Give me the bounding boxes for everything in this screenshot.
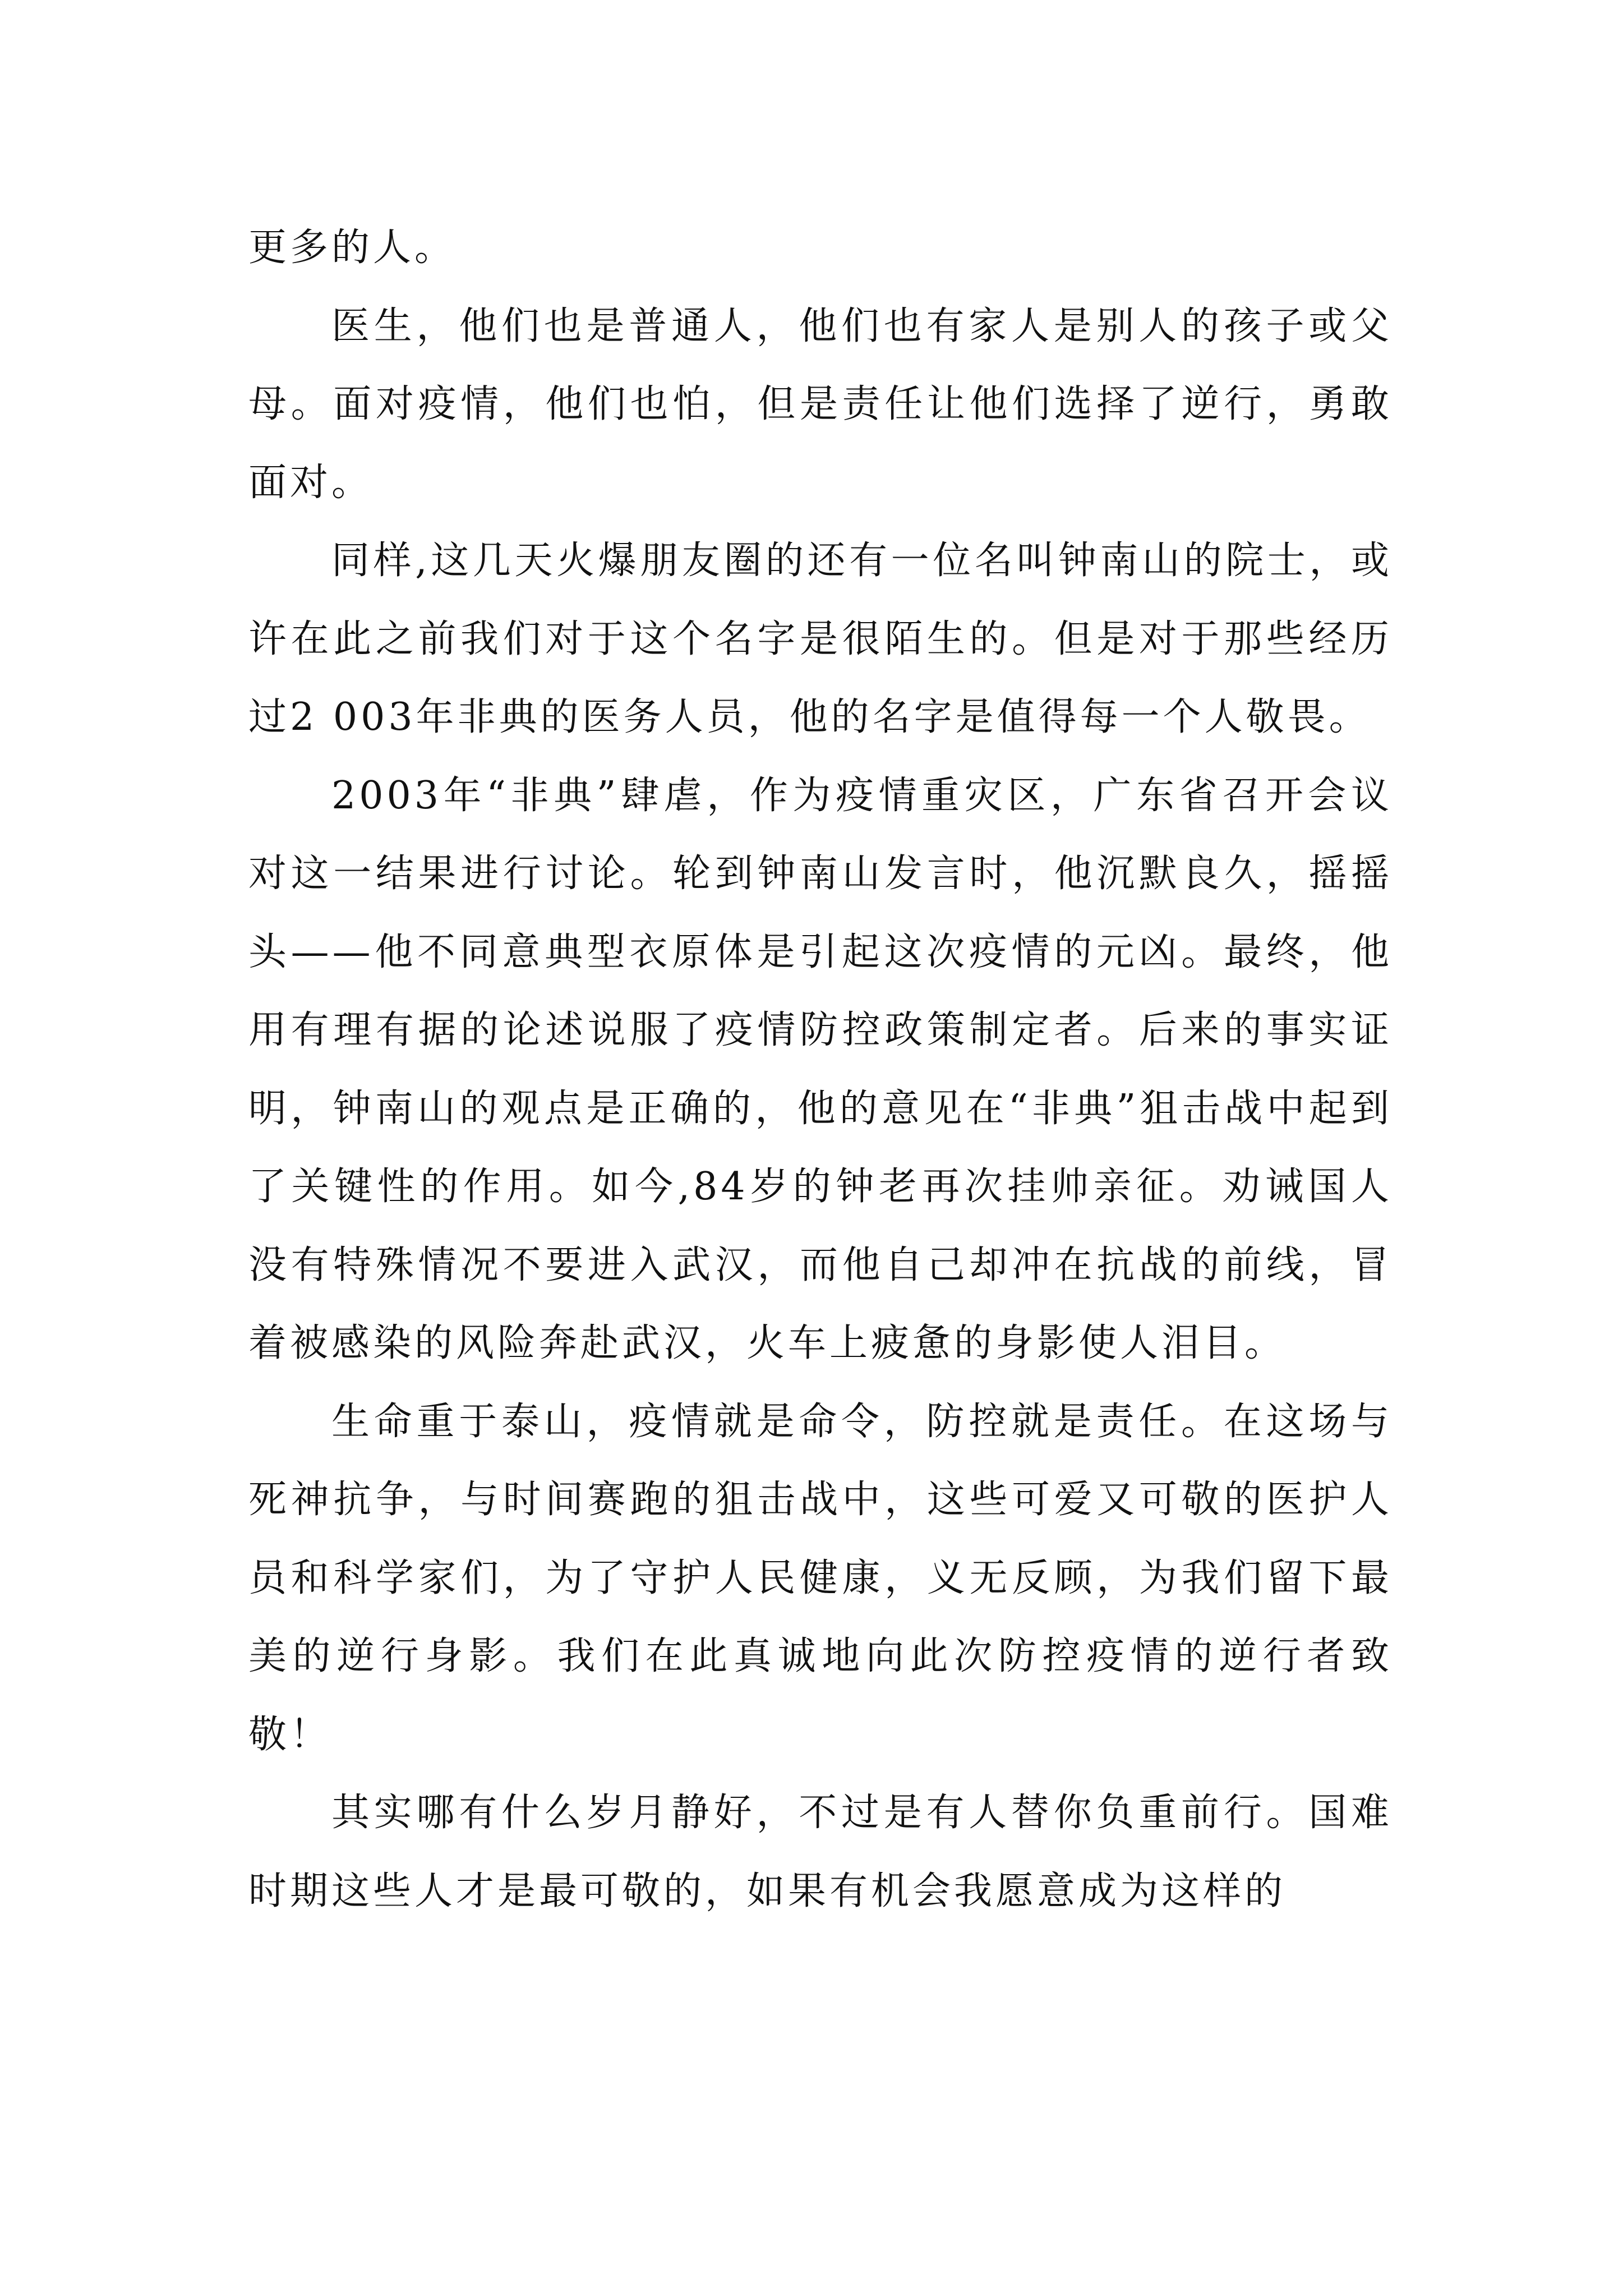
paragraph-closing: 其实哪有什么岁月静好，不过是有人替你负重前行。国难时期这些人才是最可敬的，如果有机会我愿意成为这样的 — [248, 1791, 1393, 1913]
paragraph-zhong-nanshan-intro: 同样,这几天火爆朋友圈的还有一位名叫钟南山的院士，或许在此之前我们对于这个名字是很陌生的。但是对于那些经历过2 003年非典的医务人员，他的名字是值得每一个人敬畏。 — [248, 539, 1393, 739]
paragraph-sars-2003: 2003年“非典”肆虐，作为疫情重灾区，广东省召开会议对这一结果进行讨论。轮到钟南山发言时，他沉默良久，摇摇头——他不同意典型衣原体是引起这次疫情的元凶。最终，他用有理有据的论述说服了疫情防控政策制定者。后来的事实证明，钟南山的观点是正确的，他的意见在“非典”狙击战中起到了关键性的作用。如今,84岁的钟老再次挂帅亲征。劝诫国人没有特殊情况不要进入武汉，而他自己却冲在抗战的前线，冒着被感染的风险奔赴武汉，火车上疲惫的身影使人泪目。 — [248, 773, 1393, 1365]
paragraph-continuation: 更多的人。 — [248, 226, 457, 270]
paragraph-tribute: 生命重于泰山，疫情就是命令，防控就是责任。在这场与死神抗争，与时间赛跑的狙击战中，这些可爱又可敬的医护人员和科学家们，为了守护人民健康，义无反顾，为我们留下最美的逆行身影。我们在此真诚地向此次防控疫情的逆行者致敬！ — [248, 1399, 1393, 1757]
body-text — [248, 209, 1393, 1930]
paragraph-doctors: 医生，他们也是普通人，他们也有家人是别人的孩子或父母。面对疫情，他们也怕，但是责任让他们选择了逆行，勇敢面对。 — [248, 303, 1393, 505]
